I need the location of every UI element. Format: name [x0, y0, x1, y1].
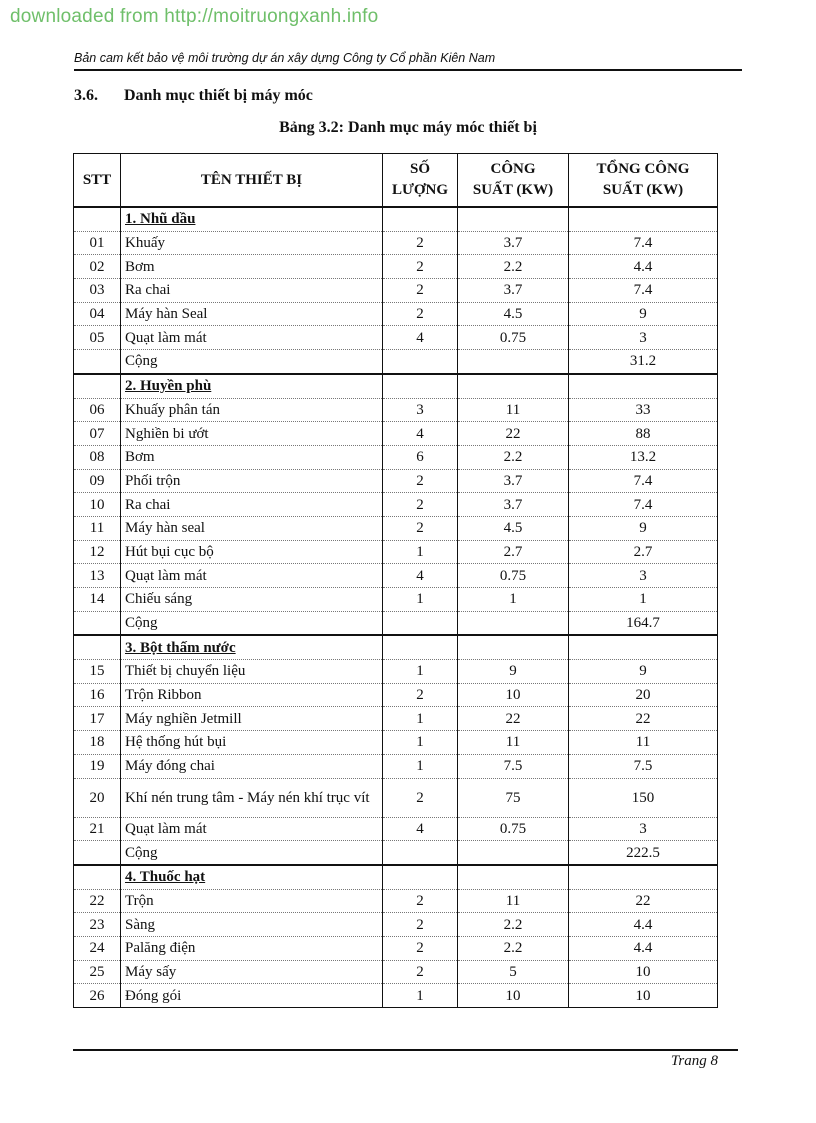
table-row	[74, 936, 718, 960]
cell-qty: 4	[383, 817, 458, 841]
table-row	[74, 889, 718, 913]
subtotal-row	[74, 611, 718, 635]
table-row	[74, 660, 718, 684]
table-row	[74, 564, 718, 588]
cell-total: 3	[569, 326, 718, 350]
cell-name: Phối trộn	[121, 469, 383, 493]
cell-total: 9	[569, 516, 718, 540]
running-header: Bản cam kết bảo vệ môi trường dự án xây dựng Công ty Cổ phần Kiên Nam	[74, 51, 742, 71]
table-row	[74, 516, 718, 540]
header-stt: STT	[74, 154, 121, 208]
cell-total: 20	[569, 683, 718, 707]
cell-total	[569, 865, 718, 889]
cell-total: 7.4	[569, 469, 718, 493]
cell-name: Máy hàn Seal	[121, 302, 383, 326]
cell-total: 7.5	[569, 754, 718, 778]
table-row	[74, 279, 718, 303]
cell-name: Nghiền bi ướt	[121, 422, 383, 446]
subtotal-row	[74, 841, 718, 865]
cell-stt: 14	[74, 588, 121, 612]
table-row	[74, 326, 718, 350]
section-heading	[74, 87, 313, 105]
cell-total: 7.4	[569, 493, 718, 517]
cell-name: Quạt làm mát	[121, 817, 383, 841]
cell-total: 10	[569, 960, 718, 984]
cell-total: 13.2	[569, 445, 718, 469]
cell-qty: 2	[383, 493, 458, 517]
cell-stt: 09	[74, 469, 121, 493]
cell-power: 0.75	[458, 564, 569, 588]
cell-qty: 2	[383, 913, 458, 937]
cell-total: 4.4	[569, 913, 718, 937]
header-total: TỔNG CÔNG SUẤT (KW)	[569, 154, 718, 208]
cell-total: 10	[569, 984, 718, 1008]
cell-name: Quạt làm mát	[121, 564, 383, 588]
cell-qty: 1	[383, 754, 458, 778]
cell-power: 10	[458, 984, 569, 1008]
table-body	[74, 207, 718, 1008]
cell-name: Sàng	[121, 913, 383, 937]
table-header-row	[74, 154, 718, 208]
subtotal-label: Cộng	[121, 350, 383, 374]
cell-qty: 1	[383, 588, 458, 612]
cell-qty: 3	[383, 398, 458, 422]
cell-name: Máy hàn seal	[121, 516, 383, 540]
subtotal-value: 164.7	[569, 611, 718, 635]
cell-power	[458, 207, 569, 231]
cell-name: Đóng gói	[121, 984, 383, 1008]
cell-stt: 01	[74, 231, 121, 255]
table-row	[74, 754, 718, 778]
cell-power: 0.75	[458, 817, 569, 841]
cell-qty	[383, 865, 458, 889]
cell-stt: 26	[74, 984, 121, 1008]
cell-name: Chiếu sáng	[121, 588, 383, 612]
cell-stt: 06	[74, 398, 121, 422]
table-row	[74, 707, 718, 731]
group-row	[74, 207, 718, 231]
cell-qty: 2	[383, 231, 458, 255]
table-row	[74, 913, 718, 937]
subtotal-value: 222.5	[569, 841, 718, 865]
cell-qty: 2	[383, 936, 458, 960]
cell-total	[569, 207, 718, 231]
cell-stt: 19	[74, 754, 121, 778]
cell-name: Trộn	[121, 889, 383, 913]
cell-power	[458, 635, 569, 659]
table-row	[74, 231, 718, 255]
cell-qty: 2	[383, 778, 458, 817]
cell-total: 7.4	[569, 231, 718, 255]
cell-name: Khuấy phân tán	[121, 398, 383, 422]
cell-qty: 6	[383, 445, 458, 469]
cell-qty: 1	[383, 540, 458, 564]
cell-stt	[74, 207, 121, 231]
cell-power: 2.2	[458, 255, 569, 279]
table-row	[74, 960, 718, 984]
cell-power: 22	[458, 707, 569, 731]
cell-stt: 05	[74, 326, 121, 350]
table-caption: Bảng 3.2: Danh mục máy móc thiết bị	[279, 119, 537, 136]
cell-qty: 2	[383, 889, 458, 913]
cell-qty	[383, 374, 458, 398]
cell-stt: 08	[74, 445, 121, 469]
cell-total: 11	[569, 731, 718, 755]
cell-power: 2.2	[458, 913, 569, 937]
header-name: TÊN THIẾT BỊ	[121, 154, 383, 208]
cell-qty: 2	[383, 516, 458, 540]
table-row	[74, 302, 718, 326]
cell-power: 2.2	[458, 936, 569, 960]
cell-power: 11	[458, 398, 569, 422]
cell-total: 22	[569, 889, 718, 913]
cell-stt: 16	[74, 683, 121, 707]
cell-name: Máy sấy	[121, 960, 383, 984]
cell-stt: 23	[74, 913, 121, 937]
cell-stt: 03	[74, 279, 121, 303]
cell-stt	[74, 841, 121, 865]
cell-power: 3.7	[458, 493, 569, 517]
cell-stt: 25	[74, 960, 121, 984]
cell-total	[569, 374, 718, 398]
table-row	[74, 255, 718, 279]
cell-name: Máy đóng chai	[121, 754, 383, 778]
cell-name: Bơm	[121, 445, 383, 469]
cell-power: 22	[458, 422, 569, 446]
cell-total: 9	[569, 302, 718, 326]
cell-total: 3	[569, 564, 718, 588]
cell-qty: 2	[383, 960, 458, 984]
cell-power	[458, 350, 569, 374]
group-row	[74, 635, 718, 659]
footer-divider	[73, 1049, 738, 1051]
cell-total: 7.4	[569, 279, 718, 303]
cell-stt: 12	[74, 540, 121, 564]
group-title: 2. Huyền phù	[121, 374, 383, 398]
cell-power: 1	[458, 588, 569, 612]
cell-qty	[383, 350, 458, 374]
cell-power: 2.7	[458, 540, 569, 564]
header-qty: SỐ LƯỢNG	[383, 154, 458, 208]
cell-total: 4.4	[569, 936, 718, 960]
group-row	[74, 374, 718, 398]
subtotal-label: Cộng	[121, 841, 383, 865]
cell-stt	[74, 635, 121, 659]
cell-name: Trộn Ribbon	[121, 683, 383, 707]
cell-qty: 2	[383, 683, 458, 707]
cell-stt: 18	[74, 731, 121, 755]
cell-power	[458, 841, 569, 865]
group-title: 3. Bột thấm nước	[121, 635, 383, 659]
cell-power	[458, 865, 569, 889]
cell-qty: 2	[383, 469, 458, 493]
cell-qty: 1	[383, 660, 458, 684]
cell-total: 9	[569, 660, 718, 684]
cell-qty: 2	[383, 279, 458, 303]
cell-total: 3	[569, 817, 718, 841]
cell-power: 2.2	[458, 445, 569, 469]
cell-name: Khuấy	[121, 231, 383, 255]
cell-total: 33	[569, 398, 718, 422]
cell-qty: 1	[383, 731, 458, 755]
table-row	[74, 493, 718, 517]
cell-power: 11	[458, 731, 569, 755]
cell-stt	[74, 865, 121, 889]
table-row	[74, 731, 718, 755]
group-title: 1. Nhũ dầu	[121, 207, 383, 231]
cell-stt: 13	[74, 564, 121, 588]
table-row	[74, 445, 718, 469]
cell-qty	[383, 611, 458, 635]
cell-power: 3.7	[458, 231, 569, 255]
cell-stt	[74, 611, 121, 635]
cell-qty: 2	[383, 255, 458, 279]
cell-stt: 10	[74, 493, 121, 517]
section-number: 3.6.	[74, 87, 98, 104]
cell-qty	[383, 635, 458, 659]
cell-stt	[74, 350, 121, 374]
cell-stt: 07	[74, 422, 121, 446]
table-row	[74, 588, 718, 612]
section-title: Danh mục thiết bị máy móc	[124, 87, 313, 104]
cell-name: Bơm	[121, 255, 383, 279]
subtotal-value: 31.2	[569, 350, 718, 374]
cell-stt	[74, 374, 121, 398]
cell-name: Khí nén trung tâm - Máy nén khí trục vít	[121, 778, 383, 817]
cell-stt: 11	[74, 516, 121, 540]
cell-qty	[383, 841, 458, 865]
cell-power: 9	[458, 660, 569, 684]
cell-total	[569, 635, 718, 659]
cell-power: 7.5	[458, 754, 569, 778]
table-row	[74, 540, 718, 564]
cell-stt: 24	[74, 936, 121, 960]
page-number: Trang 8	[670, 1053, 718, 1069]
cell-qty: 2	[383, 302, 458, 326]
cell-power: 75	[458, 778, 569, 817]
cell-power	[458, 374, 569, 398]
cell-power: 11	[458, 889, 569, 913]
cell-qty: 4	[383, 422, 458, 446]
cell-name: Hệ thống hút bụi	[121, 731, 383, 755]
cell-qty: 1	[383, 984, 458, 1008]
cell-stt: 20	[74, 778, 121, 817]
group-title: 4. Thuốc hạt	[121, 865, 383, 889]
cell-qty: 4	[383, 564, 458, 588]
cell-qty	[383, 207, 458, 231]
cell-name: Palăng điện	[121, 936, 383, 960]
cell-name: Quạt làm mát	[121, 326, 383, 350]
cell-name: Hút bụi cục bộ	[121, 540, 383, 564]
group-row	[74, 865, 718, 889]
cell-name: Ra chai	[121, 279, 383, 303]
cell-name: Máy nghiền Jetmill	[121, 707, 383, 731]
cell-name: Ra chai	[121, 493, 383, 517]
cell-power: 4.5	[458, 516, 569, 540]
table-row	[74, 398, 718, 422]
table-row	[74, 778, 718, 817]
table-row	[74, 817, 718, 841]
cell-stt: 02	[74, 255, 121, 279]
cell-power: 4.5	[458, 302, 569, 326]
cell-power	[458, 611, 569, 635]
cell-stt: 17	[74, 707, 121, 731]
cell-total: 4.4	[569, 255, 718, 279]
cell-total: 2.7	[569, 540, 718, 564]
header-power: CÔNG SUẤT (KW)	[458, 154, 569, 208]
table-row	[74, 984, 718, 1008]
equipment-table	[73, 153, 718, 1008]
subtotal-row	[74, 350, 718, 374]
table-row	[74, 422, 718, 446]
cell-total: 88	[569, 422, 718, 446]
cell-power: 0.75	[458, 326, 569, 350]
cell-stt: 15	[74, 660, 121, 684]
cell-stt: 21	[74, 817, 121, 841]
cell-power: 3.7	[458, 469, 569, 493]
table-row	[74, 469, 718, 493]
cell-power: 10	[458, 683, 569, 707]
subtotal-label: Cộng	[121, 611, 383, 635]
cell-power: 5	[458, 960, 569, 984]
cell-stt: 04	[74, 302, 121, 326]
cell-stt: 22	[74, 889, 121, 913]
cell-total: 150	[569, 778, 718, 817]
cell-power: 3.7	[458, 279, 569, 303]
cell-name: Thiết bị chuyển liệu	[121, 660, 383, 684]
cell-total: 1	[569, 588, 718, 612]
table-row	[74, 683, 718, 707]
cell-qty: 4	[383, 326, 458, 350]
cell-total: 22	[569, 707, 718, 731]
cell-qty: 1	[383, 707, 458, 731]
watermark-link[interactable]: downloaded from http://moitruongxanh.info	[10, 6, 379, 27]
